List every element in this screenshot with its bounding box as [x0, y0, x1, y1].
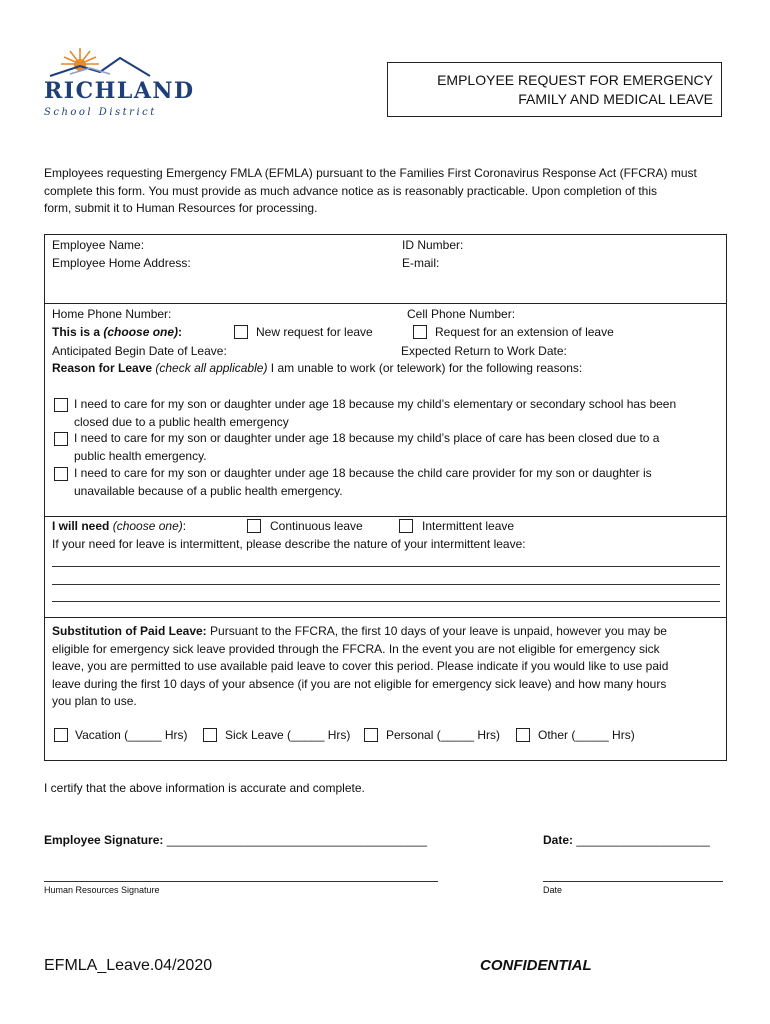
divider	[45, 516, 726, 517]
continuous-leave-checkbox[interactable]	[247, 519, 261, 533]
personal-label: Personal (_____ Hrs)	[386, 728, 501, 742]
intermittent-leave-checkbox[interactable]	[399, 519, 413, 533]
reason-provider-unavailable-checkbox[interactable]	[54, 467, 68, 481]
employee-date-label: Date:	[543, 833, 574, 847]
hr-date-caption: Date	[543, 885, 563, 895]
hr-date-line[interactable]	[543, 881, 723, 882]
return-date-label[interactable]: Expected Return to Work Date:	[401, 344, 567, 358]
new-request-label: New request for leave	[256, 325, 373, 339]
continuous-leave-label: Continuous leave	[270, 519, 363, 533]
need-label: I will need (choose one):	[52, 519, 187, 533]
vacation-label: Vacation (_____ Hrs)	[75, 728, 188, 742]
employee-name-label[interactable]: Employee Name:	[52, 238, 145, 252]
intro-paragraph: Employees requesting Emergency FMLA (EFMLA) pursuant to the Families First Coronavirus Response Act (FFCRA) must complete this form. You must provide as much advance notice as is reasonably practicable. Upon completion of this form, submit it to Human Resources for processing.	[44, 166, 697, 215]
form-box	[44, 234, 727, 761]
extension-label: Request for an extension of leave	[435, 325, 614, 339]
form-id: EFMLA_Leave.04/2020	[44, 957, 213, 974]
extension-checkbox[interactable]	[413, 325, 427, 339]
personal-checkbox[interactable]	[364, 728, 378, 742]
form-title-box	[387, 62, 722, 117]
logo-wordmark: RICHLAND	[44, 78, 195, 104]
other-label: Other (_____ Hrs)	[538, 728, 635, 742]
home-address-label[interactable]: Employee Home Address:	[52, 256, 191, 270]
reason-heading: Reason for Leave (check all applicable) I am unable to work (or telework) for the following reasons:	[52, 361, 583, 375]
intermittent-description-prompt: If your need for leave is intermittent, please describe the nature of your intermittent leave:	[52, 537, 526, 551]
logo-subtitle: School District	[44, 107, 157, 118]
divider	[45, 617, 726, 618]
sick-leave-label: Sick Leave (_____ Hrs)	[225, 728, 351, 742]
cell-phone-label[interactable]: Cell Phone Number:	[407, 307, 516, 321]
certification-statement: I certify that the above information is accurate and complete.	[44, 781, 365, 795]
intermittent-description-line[interactable]	[52, 601, 720, 602]
email-label[interactable]: E-mail:	[402, 256, 440, 270]
employee-signature-row	[44, 832, 427, 850]
employee-signature-label: Employee Signature:	[44, 833, 164, 847]
employee-date-field[interactable]: ____________________	[576, 833, 710, 847]
reason-school-closed-text: I need to care for my son or daughter under age 18 because my child’s elementary or secondary school has been closed due to a public health emergency	[74, 397, 677, 429]
intermittent-description-line[interactable]	[52, 584, 720, 585]
reason-care-closed-checkbox[interactable]	[54, 432, 68, 446]
divider	[45, 303, 726, 304]
intermittent-description-line[interactable]	[52, 566, 720, 567]
begin-date-label[interactable]: Anticipated Begin Date of Leave:	[52, 344, 227, 358]
paid-leave-paragraph: Substitution of Paid Leave: Pursuant to the FFCRA, the first 10 days of your leave is unpaid, however you may be eligible for emergency sick leave provided through the FFCRA. In the event you are not eligible for emergency sick leave, you are permitted to use available paid leave to cover this period. Please indicate if you would like to use paid leave during the first 10 days of your absence (if you are not eligible for emergency sick leave) and how many hours you plan to use.	[52, 624, 669, 708]
reason-provider-unavailable-text: I need to care for my son or daughter under age 18 because the child care provider for my son or daughter is unavailable because of a public health emergency.	[74, 466, 652, 498]
intermittent-leave-label: Intermittent leave	[422, 519, 515, 533]
home-phone-label[interactable]: Home Phone Number:	[52, 307, 172, 321]
form-title: EMPLOYEE REQUEST FOR EMERGENCY FAMILY AND MEDICAL LEAVE	[437, 72, 713, 107]
hr-signature-line[interactable]	[44, 881, 438, 882]
confidential-label: CONFIDENTIAL	[480, 957, 592, 974]
new-request-checkbox[interactable]	[234, 325, 248, 339]
employee-date-row	[543, 832, 710, 850]
sick-leave-checkbox[interactable]	[203, 728, 217, 742]
reason-care-closed-text: I need to care for my son or daughter under age 18 because my child’s place of care has been closed due to a public health emergency.	[74, 431, 660, 463]
vacation-checkbox[interactable]	[54, 728, 68, 742]
id-number-label[interactable]: ID Number:	[402, 238, 464, 252]
hr-signature-caption: Human Resources Signature	[44, 885, 160, 895]
other-checkbox[interactable]	[516, 728, 530, 742]
employee-signature-field[interactable]: _______________________________________	[166, 833, 427, 847]
reason-school-closed-checkbox[interactable]	[54, 398, 68, 412]
this-is-a-label: This is a (choose one):	[52, 325, 183, 339]
